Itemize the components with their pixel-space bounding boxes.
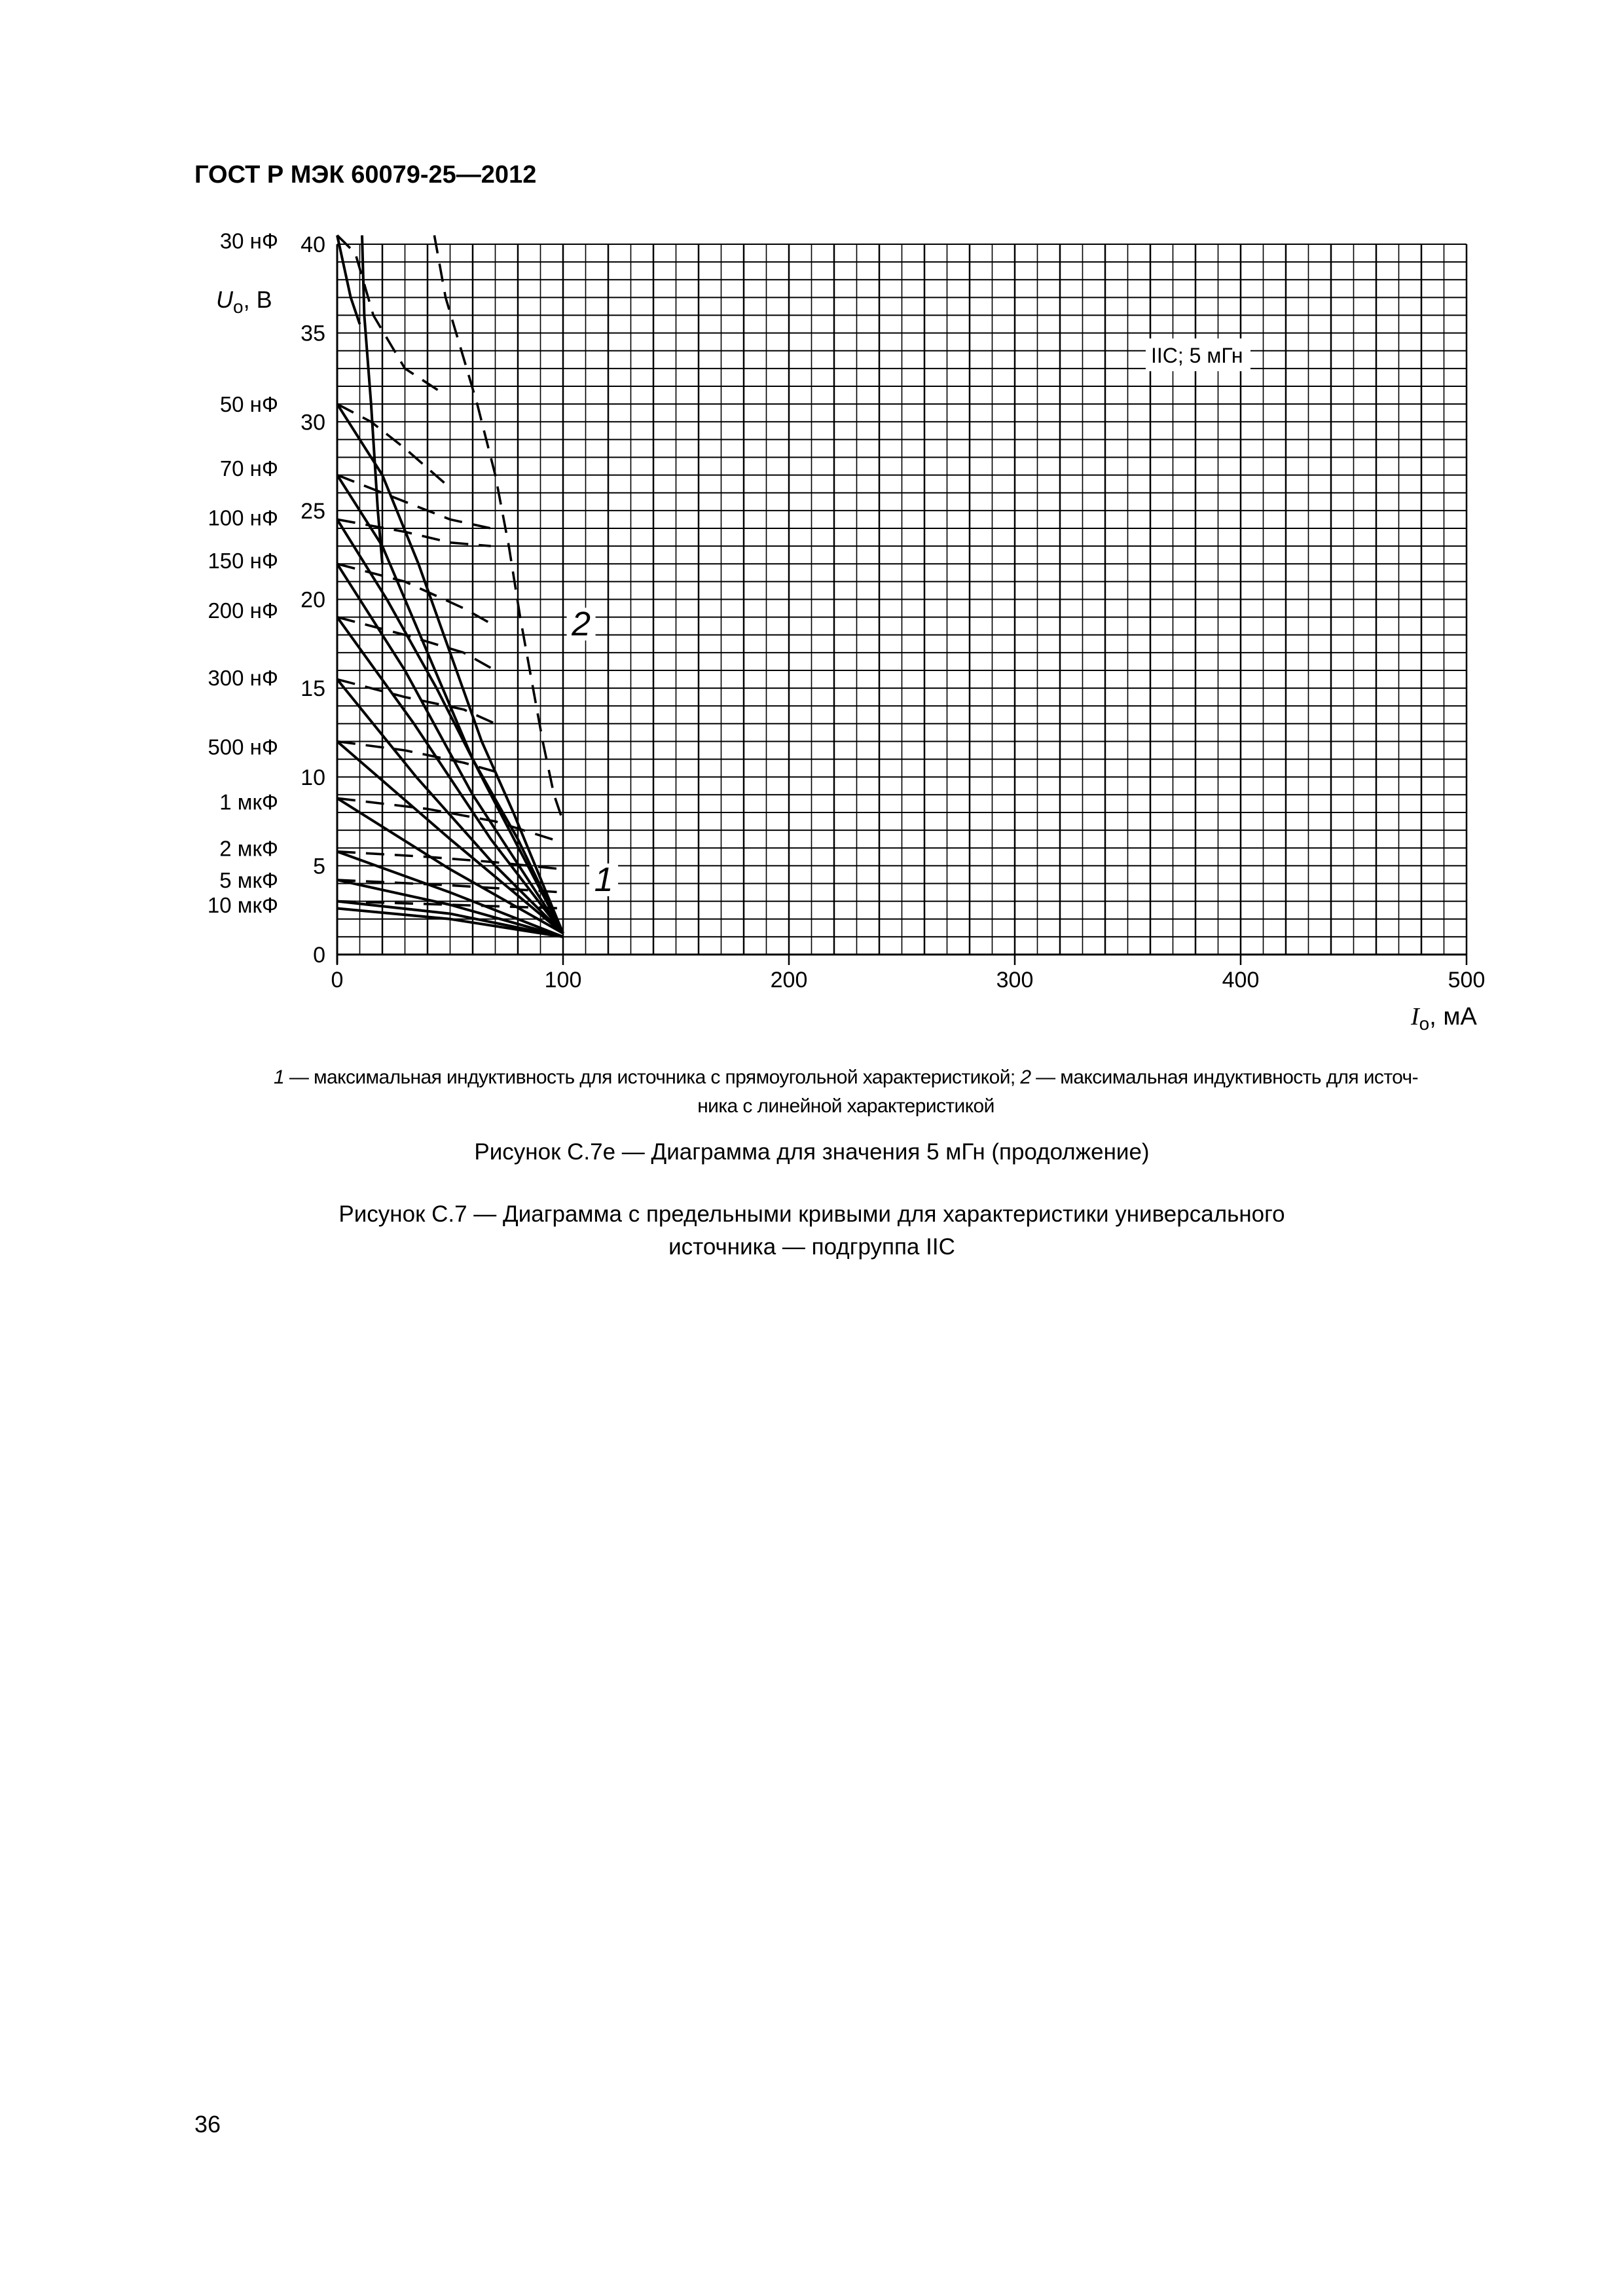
x-axis-subscript: o [1419,1013,1430,1034]
y-tick-label: 5 [313,854,325,879]
capacitance-label: 70 нФ [219,456,278,481]
y-tick-label: 25 [301,498,325,524]
y-tick-label: 0 [313,943,325,968]
document-header: ГОСТ Р МЭК 60079-25—2012 [194,161,537,189]
capacitance-label: 50 нФ [219,392,278,417]
legend-note-line2: ника с линейной характеристикой [697,1095,994,1117]
axes [301,232,1485,993]
legend-note [194,1063,1497,1121]
figure-caption-line1: Рисунок С.7 — Диаграмма с предельными кривыми для характеристики универсального [338,1201,1285,1227]
y-axis-subscript: o [233,297,244,317]
labels [208,229,618,917]
panel-label [1146,338,1250,371]
x-axis-symbol: I [1411,1003,1419,1030]
curve-number-label: 2 [572,605,591,644]
capacitance-label: 150 нФ [208,548,278,573]
y-tick-label: 40 [301,232,325,257]
capacitance-label: 500 нФ [208,735,278,759]
y-axis-title [216,286,272,317]
capacitance-label: 10 мкФ [207,893,278,918]
x-tick-label: 0 [331,968,344,993]
legend-num-1: 1 [274,1066,285,1088]
capacitance-label: 2 мкФ [219,836,278,861]
y-tick-label: 20 [301,587,325,613]
y-tick-label: 35 [301,321,325,346]
y-tick-label: 10 [301,765,325,790]
capacitance-label: 30 нФ [219,228,278,253]
curve-dashed-16 [337,404,446,484]
chart [0,0,1623,1061]
y-tick-label: 15 [301,676,325,702]
x-axis-unit: , мА [1429,1003,1477,1030]
figure-caption-line2: источника — подгруппа IIC [668,1234,955,1260]
capacitance-label: 1 мкФ [219,790,278,814]
x-tick-label: 300 [996,968,1034,993]
x-tick-label: 500 [1448,968,1486,993]
x-tick-label: 400 [1222,968,1260,993]
capacitance-label: 200 нФ [208,598,278,623]
figure-caption [196,1198,1427,1264]
y-axis-unit: , В [243,286,272,313]
legend-text-2: — максимальная индуктивность для источ- [1030,1066,1418,1088]
figure-subcaption: Рисунок С.7е — Диаграмма для значения 5 мГн (продолжение) [474,1139,1150,1165]
legend-text-1: — максимальная индуктивность для источника с прямоугольной характеристикой; [284,1066,1021,1088]
capacitance-label: 100 нФ [208,505,278,530]
x-axis-title [1410,1003,1477,1034]
curve-dashed-21 [337,680,496,724]
legend-num-2: 2 [1020,1066,1031,1088]
capacitance-label: 5 мкФ [219,868,278,893]
x-tick-label: 100 [544,968,582,993]
x-tick-label: 200 [770,968,808,993]
capacitance-label: 300 нФ [208,665,278,690]
page-number: 36 [194,2111,221,2138]
legend-note-line1 [194,1063,1497,1092]
y-axis-symbol: U [216,286,233,313]
y-tick-label: 30 [301,410,325,435]
curve-number-label: 1 [594,860,613,899]
panel-label-text: IIC; 5 мГн [1151,344,1243,367]
